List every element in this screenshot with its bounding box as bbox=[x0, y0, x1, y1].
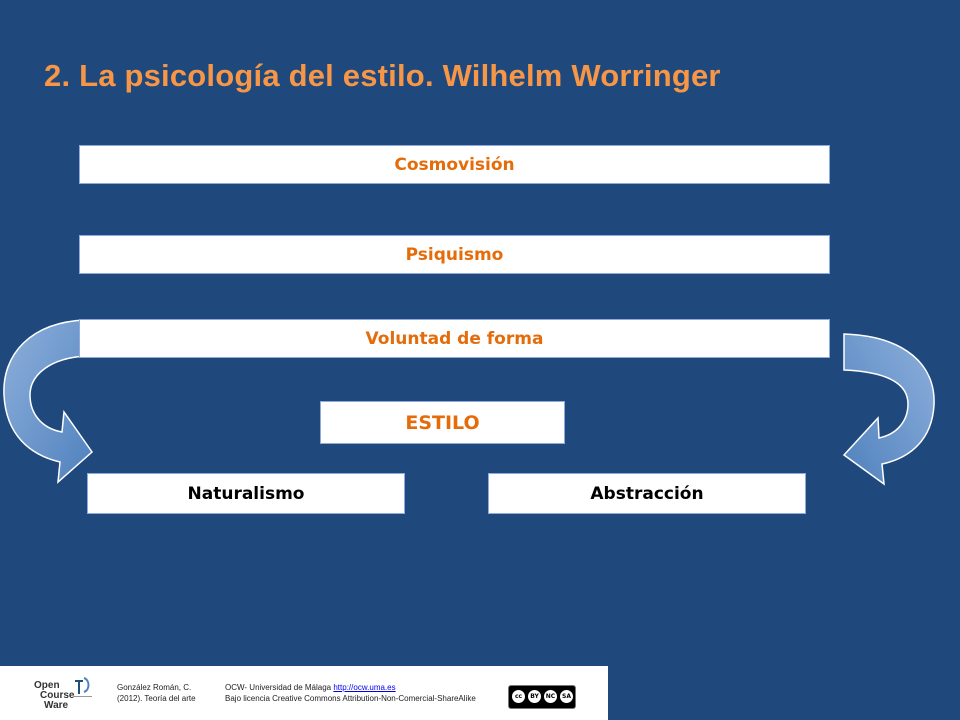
slide-title: 2. La psicología del estilo. Wilhelm Worringer bbox=[44, 58, 721, 93]
right-curved-arrow bbox=[844, 334, 934, 484]
author-reference bbox=[117, 682, 196, 704]
license-text bbox=[225, 682, 476, 704]
cc-icon: cc bbox=[511, 689, 526, 704]
outcome-box-abstraccion: Abstracción bbox=[488, 473, 806, 514]
author-line-1: González Román, C. bbox=[117, 683, 192, 692]
logo-word-open: Open bbox=[34, 680, 60, 691]
ocw-link[interactable]: http://ocw.uma.es bbox=[333, 683, 396, 692]
license-line: Bajo licencia Creative Commons Attribution-Non-Comercial-ShareAlike bbox=[225, 694, 476, 703]
institution-text: OCW- Universidad de Málaga bbox=[225, 683, 332, 692]
footer-banner bbox=[0, 666, 608, 720]
author-line-2: (2012). Teoría del arte bbox=[117, 694, 196, 703]
outcome-box-naturalismo: Naturalismo bbox=[87, 473, 405, 514]
cc-license-badge[interactable] bbox=[508, 685, 576, 709]
ocw-mark-icon bbox=[72, 676, 94, 700]
logo-word-course: Course bbox=[40, 690, 75, 701]
sa-icon: SA bbox=[559, 689, 574, 704]
nc-icon: NC bbox=[543, 689, 558, 704]
center-box-estilo: ESTILO bbox=[320, 401, 565, 444]
level-box-psiquismo: Psiquismo bbox=[79, 235, 830, 274]
level-box-voluntad: Voluntad de forma bbox=[79, 319, 830, 358]
ocw-logo bbox=[30, 676, 100, 712]
level-box-cosmovision: Cosmovisión bbox=[79, 145, 830, 184]
by-icon: BY bbox=[527, 689, 542, 704]
logo-word-ware: Ware bbox=[44, 700, 69, 711]
